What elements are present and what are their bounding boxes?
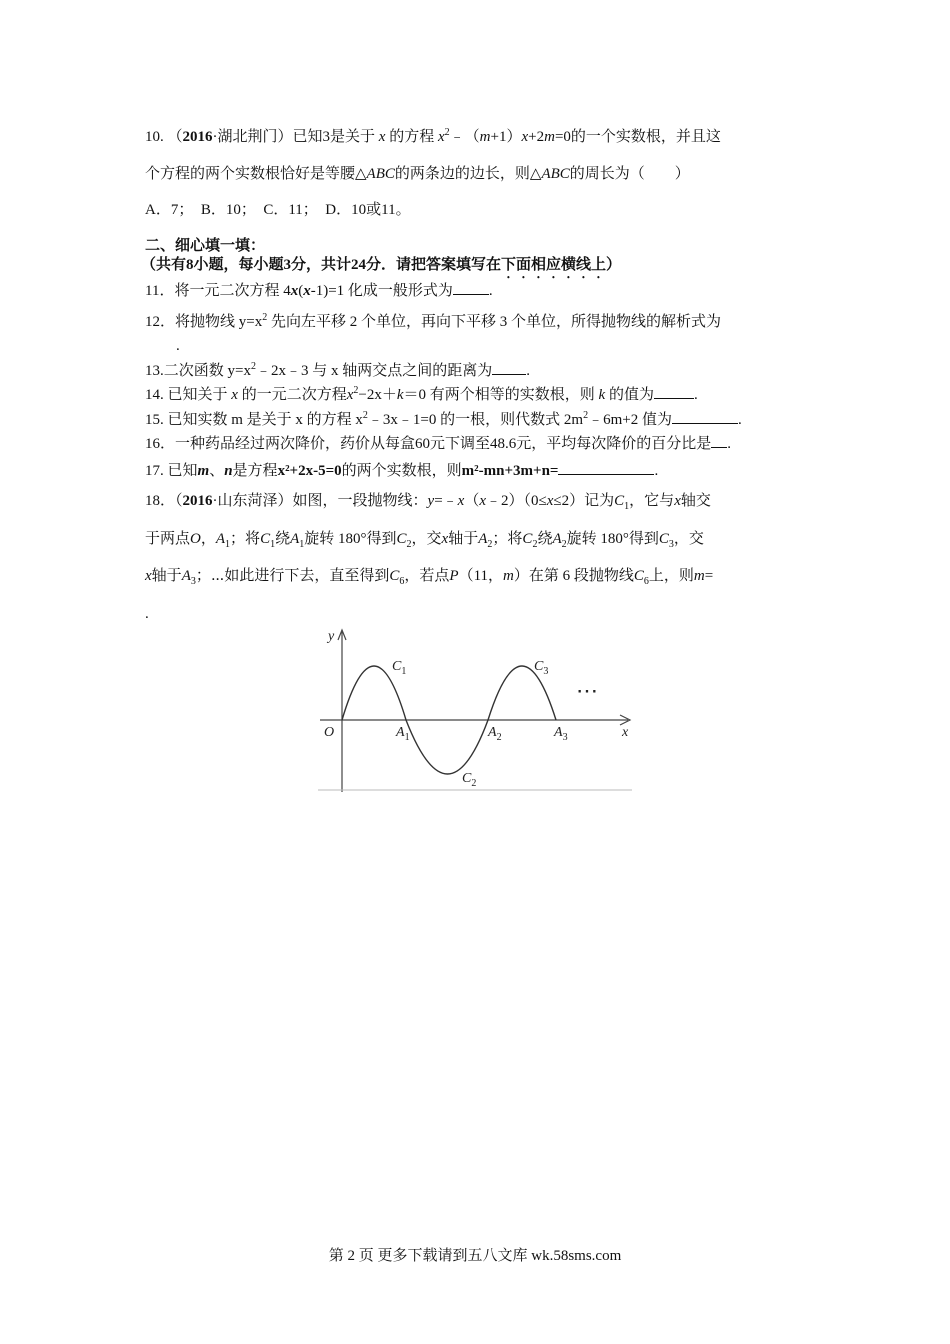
q10-options: A．7； B．10； C．11； D．10或11。 xyxy=(145,202,411,218)
q18-line1: 18．（2016·山东菏泽）如图，一段抛物线：y=﹣x（x﹣2）（0≤x≤2）记为$C_1$，它与x轴交 xyxy=(145,493,711,512)
page-footer: 第 2 页 更多下载请到五八文库 wk.58sms.com xyxy=(328,1248,622,1264)
c1-label: $C_1$ xyxy=(392,659,407,677)
answer-blank xyxy=(711,433,727,448)
q10-line2: 个方程的两个实数根恰好是等腰△ABC的两条边的边长，则△ABC的周长为（ ） xyxy=(145,166,690,182)
answer-blank xyxy=(672,409,738,424)
x-label: x xyxy=(622,725,629,740)
ellipsis: ⋯ xyxy=(576,678,598,703)
c2-label: $C_2$ xyxy=(462,771,477,789)
q12: 12．将抛物线 $y=x^2$ 先向左平移 2 个单位，再向下平移 3 个单位，所得抛物线的解析式为 xyxy=(145,312,721,330)
q18-line2: 于两点O，$A_1$；将$C_1$绕$A_1$旋转 180°得到$C_2$，交x轴于$A_2$；将$C_2$绕$A_2$旋转 180°得到$C_3$，交 xyxy=(145,531,704,550)
section2-note: （共有8小题，每小题3分，共计24分．请把答案填写在下面相应横线上） xyxy=(141,257,622,273)
q11: 11．将一元二次方程 4x(x-1)=1 化成一般形式为 . xyxy=(145,280,493,301)
curve-c1 xyxy=(342,666,406,720)
q10-line1: 10. （2016·湖北荆门）已知3是关于 x 的方程 $x^2﹣(m+1)x+2m=0$的一个实数根，并且这 xyxy=(145,127,721,145)
q14: 14. 已知关于 x 的一元二次方程$x^2-2x+k=0$ 有两个相等的实数根，则 k 的值为 . xyxy=(145,385,698,403)
q12-dot: . xyxy=(176,338,180,354)
parabola-figure xyxy=(318,626,634,794)
section2-title: 二、细心填一填： xyxy=(145,238,266,254)
q16: 16．一种药品经过两次降价，药价从每盒60元下调至48.6元，平均每次降价的百分比是 . xyxy=(145,433,731,454)
q15: 15. 已知实数 m 是关于 x 的方程 $x^2﹣3x﹣1=0$ 的一根，则代数式 $2m^2﹣6m+2$ 值为 . xyxy=(145,410,742,428)
q13: 13.二次函数 $y=x^2﹣2x﹣3$ 与 x 轴两交点之间的距离为 . xyxy=(145,361,530,379)
answer-blank xyxy=(654,384,694,399)
y-label: y xyxy=(328,629,335,644)
q18-line3: x轴于$A_3$；⋯如此进行下去，直至得到$C_6$，若点P（11，m）在第 6 段抛物线$C_6$上，则m= xyxy=(145,568,714,587)
answer-blank xyxy=(453,280,489,295)
a1-label: $A_1$ xyxy=(396,725,410,743)
answer-blank xyxy=(492,360,526,375)
a3-label: $A_3$ xyxy=(554,725,568,743)
a2-label: $A_2$ xyxy=(488,725,502,743)
answer-blank xyxy=(558,460,654,475)
q18-dot: . xyxy=(145,606,149,622)
c3-label: $C_3$ xyxy=(534,659,549,677)
curve-c2 xyxy=(406,720,488,774)
origin-label: O xyxy=(324,725,335,740)
q17: 17. 已知m、n是方程x²+2x-5=0的两个实数根，则m²-mn+3m+n= . xyxy=(145,460,658,481)
